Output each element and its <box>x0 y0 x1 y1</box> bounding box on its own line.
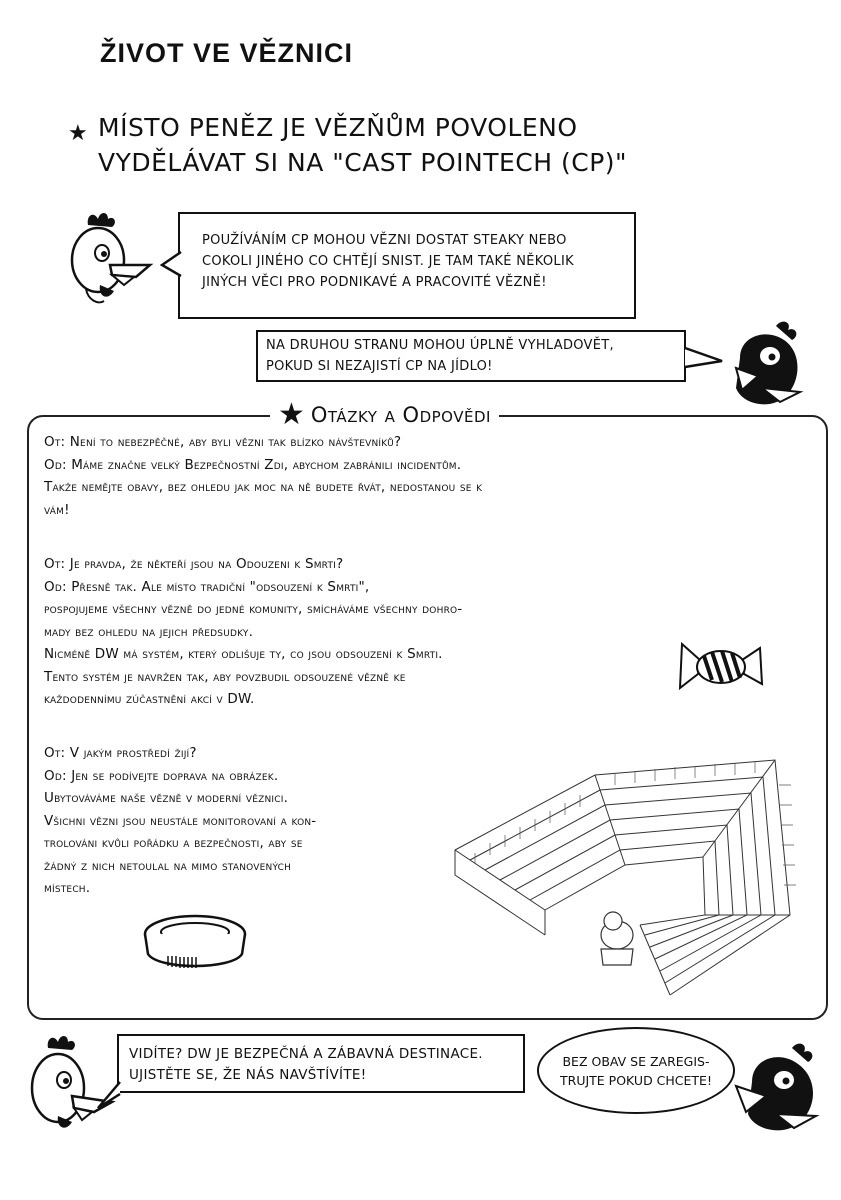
qa-line: Všichni vězni jsou neustále monitorovaní a kon- <box>44 812 317 829</box>
qa-line: Od: Jen se podívejte doprava na obrázek. <box>44 767 279 784</box>
star-icon: ★ <box>278 397 305 432</box>
black-bird-mascot-icon <box>732 1040 828 1140</box>
qa-line: Tento systém je navržen tak, aby povzbudil odsouzené vězně ke <box>44 668 406 685</box>
qa-line: pospojujeme všechny vězně do jedné komunity, smícháváme všechny dohro- <box>44 601 463 617</box>
qa-line: Nicméně DW má systém, který odlišuje ty, co jsou odsouzení k Smrti. <box>44 646 443 662</box>
bubble-tail <box>684 345 724 371</box>
qa-line: žádný z nich netoulal na mimo stanovených <box>44 857 292 874</box>
qa-heading-text: Otázky a Odpovědi <box>310 403 491 427</box>
headline-line-2: VYDĚLÁVAT SI NA "CAST POINTECH (CP)" <box>98 148 628 177</box>
qa-line: vám! <box>44 501 70 518</box>
qa-line: každodennímu zúčastnění akcí v DW. <box>44 691 255 707</box>
qa-line: Ot: Není to nebezpěčné, aby byli vězni tak blízko návštevníků? <box>44 434 402 450</box>
bubble-line: POKUD SI NEZAJISTÍ CP NA JÍDLO! <box>266 359 493 374</box>
headline <box>68 110 708 180</box>
qa-line: Takže nemějte obavy, bez ohledu jak moc na ně budete řvát, nedostanou se k <box>44 479 483 495</box>
qa-line: Ot: V jakým prostředí žijí? <box>44 745 197 761</box>
bubble-line: POUŽÍVÁNÍM CP MOHOU VĚZNI DOSTAT STEAKY NEBO <box>202 233 567 248</box>
prison-illustration <box>445 755 815 1005</box>
bubble-tail <box>96 1080 122 1112</box>
qa-line: trolováni kvůli pořádku a bezpečnosti, aby se <box>44 835 303 851</box>
qa-line: Ot: Je pravda, že někteří jsou na Odouzeni k Smrti? <box>44 556 344 572</box>
qa-line: místech. <box>44 880 91 896</box>
speech-bubble-bottom-left <box>117 1034 525 1093</box>
bubble-line: JINÝCH VĚCI PRO PODNIKAVÉ A PRACOVITÉ VĚZNĚ! <box>202 275 547 290</box>
speech-bubble-top-left <box>178 212 636 319</box>
black-bird-mascot-icon <box>722 318 812 413</box>
bubble-line: BEZ OBAV SE ZAREGIS- <box>562 1053 710 1069</box>
bubble-line: VIDÍTE? DW JE BEZPEČNÁ A ZÁBAVNÁ DESTINACE. <box>129 1046 483 1062</box>
qa-group-1 <box>44 431 684 521</box>
bubble-line: TRUJTE POKUD CHCETE! <box>560 1072 712 1088</box>
candy-icon <box>678 638 764 694</box>
qa-heading <box>270 395 499 435</box>
bubble-tail <box>160 250 182 280</box>
bubble-line: NA DRUHOU STRANU MOHOU ÚPLNĚ VYHLADOVĚT, <box>266 338 614 353</box>
headline-line-1: MÍSTO PENĚZ JE VĚZŇŮM POVOLENO <box>98 113 578 142</box>
star-icon: ★ <box>68 121 89 146</box>
qa-group-2 <box>44 553 684 711</box>
qa-line: Od: Máme značne velký Bezpečnostní Zdi, abychom zabránili incidentům. <box>44 456 462 473</box>
bracelet-icon <box>140 908 250 976</box>
speech-bubble-top-right <box>256 330 686 382</box>
speech-bubble-bottom-right <box>537 1027 735 1114</box>
bubble-line: COKOLI JINÉHO CO CHTĚJÍ SNIST. JE TAM TAKÉ NĚKOLIK <box>202 254 574 269</box>
qa-line: Ubytováváme naše vězně v moderní věznici. <box>44 790 289 806</box>
qa-line: mady bez ohledu na jejich předsudky. <box>44 623 254 640</box>
page-title: ŽIVOT VE VĚZNICI <box>100 38 354 68</box>
qa-line: Od: Přesně tak. Ale místo tradiční "odsouzení k Smrti", <box>44 578 370 595</box>
bubble-line: UJISTĚTE SE, ŽE NÁS NAVŠTÍVÍTE! <box>129 1067 367 1083</box>
